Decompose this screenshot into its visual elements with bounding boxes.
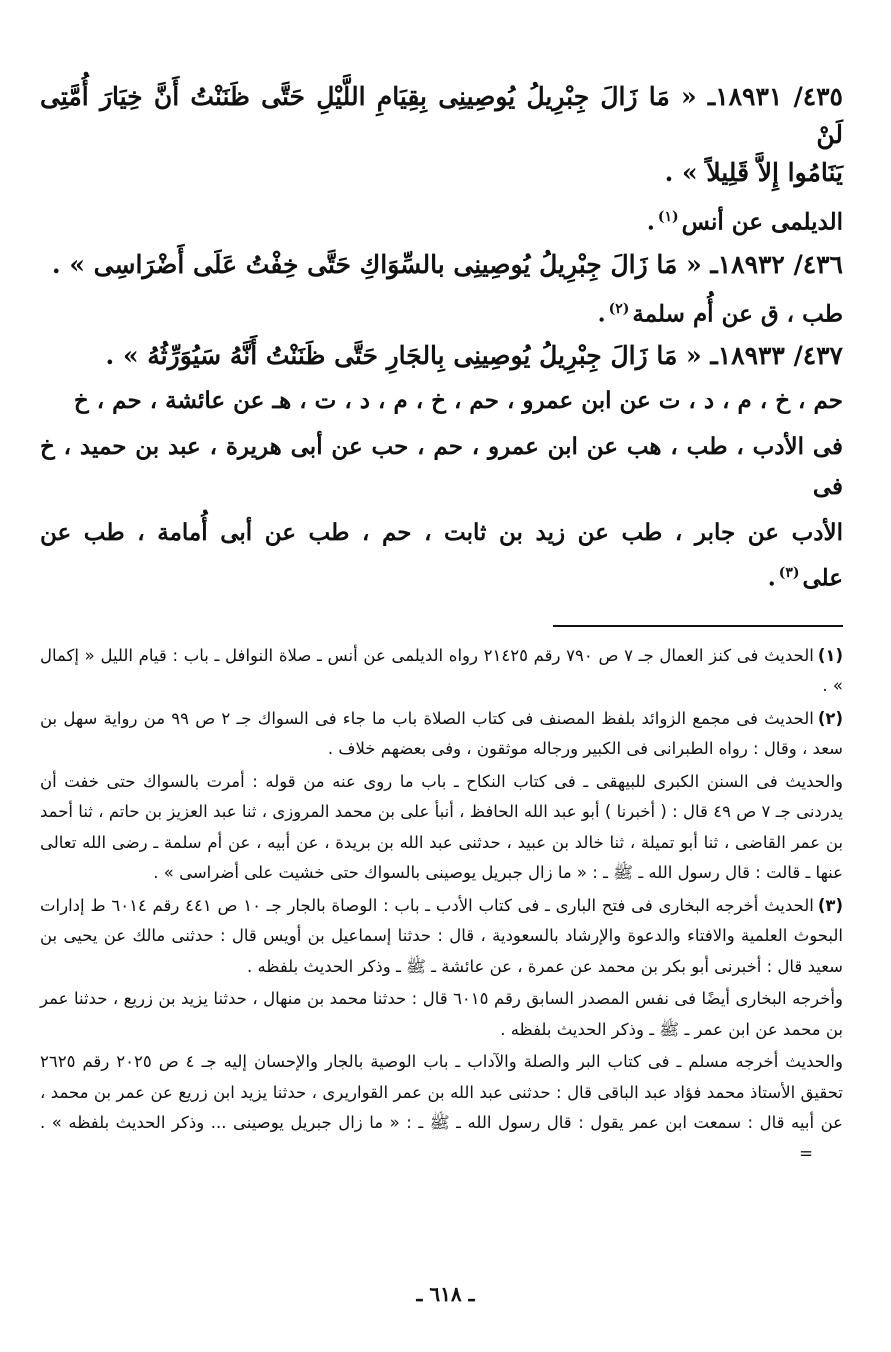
source-text: فى الأدب ، طب ، هب عن ابن عمرو ، حم ، حب عن أبى هريرة ، عبد بن حميد ، خ فى	[40, 433, 843, 501]
footnote-paragraph	[40, 1047, 843, 1169]
hadith-text	[40, 337, 843, 375]
footnote-text: والحديث أخرجه مسلم ـ فى كتاب البر والصلة والآداب ـ باب الوصية بالجار والإحسان إليه جـ ٤ ص ٢٠٢٥ رقم ٢٦٢٥ تحقيق الأستاذ محمد فؤاد عبد الباقى قال : حدثنى عبد الله بن عمر القواريرى ، حدثنا يزيد ابن زريع عن عمر بن محمد ، عن أبيه قال : سمعت ابن عمر يقول : قال رسول الله ـ ﷺ ـ : « ما زال جبريل يوصينى ... وذكر الحديث بلفظه » .	[40, 1052, 843, 1133]
footnote-ref[interactable]: (٢)	[608, 300, 630, 317]
continuation-mark: =	[799, 1143, 813, 1163]
footnote-paragraph	[40, 891, 843, 983]
hadith-source-line: الأدب عن جابر ، طب عن زيد بن ثابت ، حم ، طب عن أبى أُمامة ، طب عن على$^{(٣)}$.	[40, 519, 843, 592]
footnote-label: (٢)	[817, 708, 843, 728]
hadith-line: ـ « مَا زَالَ جِبْرِيلُ يُوصِينِى بِقِيَامِ اللَّيْلِ حَتَّى ظَنَنْتُ أَنَّ خِيَارَ أُمَّتِى لَنْ	[40, 82, 843, 149]
source-text: الأدب عن جابر ، طب عن زيد بن ثابت ، حم ، طب عن أبى أُمامة ، طب عن على	[40, 519, 843, 592]
source-text: طب ، ق عن أُم سلمة	[632, 300, 843, 328]
hadith-line: ـ « مَا زَالَ جِبْرِيلُ يُوصِينِى بِالجَارِ حَتَّى ظَنَنْتُ أَنَّهُ سَيُوَرِّثُهُ » .	[105, 341, 718, 371]
hadith-source-line	[40, 381, 843, 421]
footnote-ref[interactable]: (١)	[657, 209, 679, 225]
hadith-text	[40, 154, 843, 192]
footnotes-section	[40, 641, 843, 1170]
hadith-source: طب ، ق عن أُم سلمة$^{(٢)}$.	[597, 300, 843, 328]
hadith-line: ـ « مَا زَالَ جِبْرِيلُ يُوصِينِى بالسِّوَاكِ حَتَّى خِفْتُ عَلَى أَضْرَاسِى » .	[51, 249, 718, 279]
footnote-paragraph	[40, 704, 843, 765]
footnote-label: (١)	[817, 645, 843, 665]
footnote-label: (٣)	[817, 895, 843, 915]
hadith-source: الديلمى عن أنس$^{(١)}$.	[646, 208, 843, 236]
source-text: الديلمى عن أنس	[681, 208, 843, 236]
page-number: ـ ٦١٨ ـ	[416, 1282, 475, 1306]
footnote-text: الحديث فى مجمع الزوائد بلفظ المصنف فى كتاب الصلاة باب ما جاء فى السواك جـ ٢ ص ٩٩ من رواية سهل بن سعد ، وقال : رواه الطبرانى فى الكبير ورجاله موثقون ، وفى بعضهم خلاف .	[40, 708, 843, 759]
footnote-text: الحديث فى كنز العمال جـ ٧ ص ٧٩٠ رقم ٢١٤٢٥ رواه الديلمى عن أنس ـ صلاة النوافل ـ باب : قيام الليل « إكمال » .	[40, 645, 843, 696]
footnote-ref[interactable]: (٣)	[778, 565, 800, 582]
footnote-paragraph	[40, 984, 843, 1045]
footnote-paragraph	[40, 767, 843, 889]
footnote-divider	[553, 625, 843, 627]
footnote-text: الحديث أخرجه البخارى فى فتح البارى ـ فى كتاب الأدب ـ باب : الوصاة بالجار جـ ١٠ ص ٤٤١ رقم ٦٠١٤ ط إدارات البحوث العلمية والافتاء والدعوة والإرشاد بالسعودية ، قال : حدثنا إسماعيل بن أويس قال : حدثنى مالك عن يحيى بن سعيد قال : أخبرنى أبو بكر بن محمد عن عمرة ، عن عائشة ـ ﷺ ـ وذكر الحديث بلفظه .	[40, 895, 843, 976]
hadith-number: ٤٣٦/ ١٨٩٣٢	[717, 249, 843, 279]
footnote-paragraph	[40, 641, 843, 702]
source-text: حم ، خ ، م ، د ، ت عن ابن عمرو ، حم ، خ ، م ، د ، ت ، هـ عن عائشة ، حم ، خ	[73, 387, 843, 415]
hadith-source-line	[40, 427, 843, 507]
hadith-number: ٤٣٥/ ١٨٩٣١	[715, 82, 843, 111]
hadith-section	[40, 78, 843, 599]
hadith-number: ٤٣٧/ ١٨٩٣٣	[717, 341, 843, 371]
hadith-text	[40, 246, 843, 284]
footnote-text: وأخرجه البخارى أيضًا فى نفس المصدر السابق رقم ٦٠١٥ قال : حدثنا محمد بن منهال ، حدثنا يزيد بن زريع ، حدثنا عمر بن محمد عن ابن عمر ـ ﷺ ـ وذكر الحديث بلفظه .	[40, 989, 843, 1039]
footnote-text: والحديث فى السنن الكبرى للبيهقى ـ فى كتاب النكاح ـ باب ما روى عنه من قوله : أمرت بالسواك حتى خفت أن يدردنى جـ ٧ ص ٤٩ قال : ( أخبرنا ) أبو عبد الله الحافظ ، أنبأ على بن محمد المروزى ، ثنا عبد العزيز بن حاتم ، ثنا أحمد بن عمر القاضى ، ثنا أبو تميلة ، ثنا خالد بن عبيد ، حدثنى عبد الله بن بريدة ، عن أبيه ، عن أم سلمة ـ رضى الله تعالى عنها ـ قالت : قال رسول الله ـ ﷺ ـ : « ما زال جبريل يوصينى بالسواك حتى خشيت على أضراسى » .	[40, 771, 843, 883]
page-content	[40, 78, 843, 1171]
hadith-line: يَنَامُوا إِلاَّ قَلِيلاً » .	[664, 158, 843, 187]
hadith-text	[40, 78, 843, 154]
